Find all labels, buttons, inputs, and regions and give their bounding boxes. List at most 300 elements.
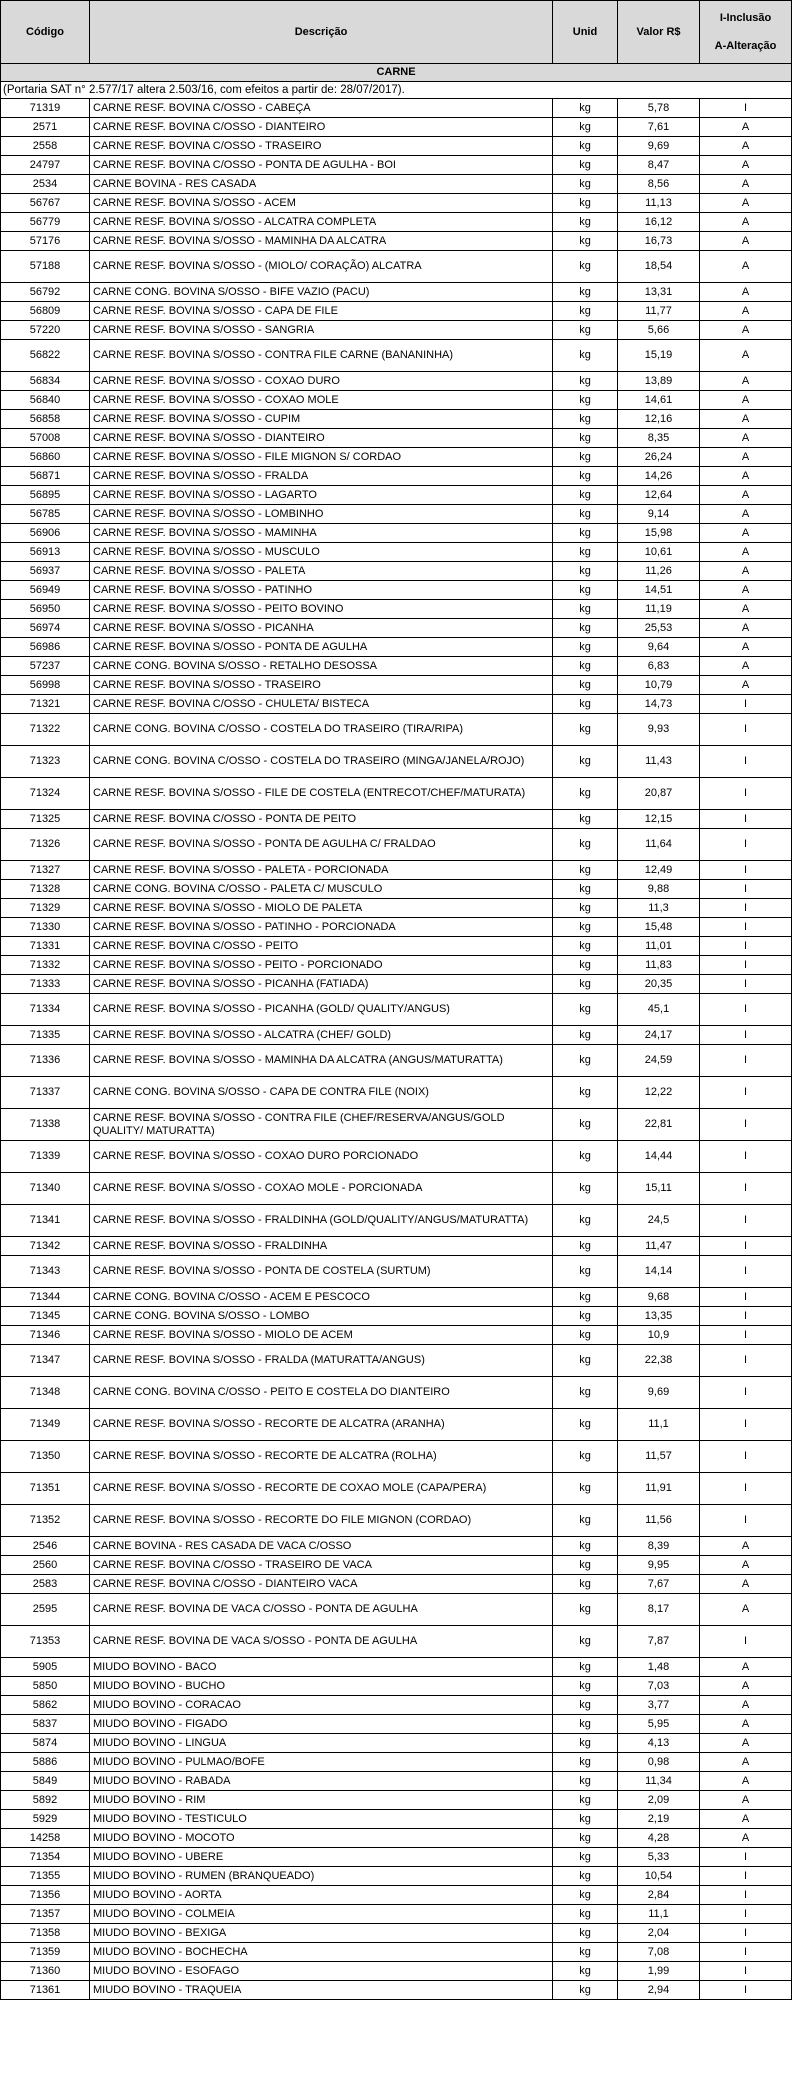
cell-unid: kg: [553, 1753, 618, 1772]
header-descricao: Descrição: [90, 1, 553, 64]
table-body: [1, 64, 792, 2000]
cell-unid: kg: [553, 1141, 618, 1173]
cell-codigo: 71341: [1, 1205, 90, 1237]
cell-valor: 7,87: [618, 1626, 700, 1658]
cell-unid: kg: [553, 918, 618, 937]
cell-codigo: 14258: [1, 1829, 90, 1848]
cell-valor: 9,69: [618, 1377, 700, 1409]
cell-valor: 9,93: [618, 714, 700, 746]
cell-valor: 45,1: [618, 994, 700, 1026]
cell-tipo: A: [700, 213, 792, 232]
cell-tipo: A: [700, 372, 792, 391]
cell-descricao: CARNE CONG. BOVINA C/OSSO - PEITO E COSTELA DO DIANTEIRO: [90, 1377, 553, 1409]
cell-descricao: CARNE RESF. BOVINA S/OSSO - MUSCULO: [90, 543, 553, 562]
cell-descricao: CARNE RESF. BOVINA S/OSSO - PONTA DE AGULHA: [90, 638, 553, 657]
cell-tipo: I: [700, 1409, 792, 1441]
cell-codigo: 71359: [1, 1943, 90, 1962]
cell-tipo: I: [700, 695, 792, 714]
cell-descricao: CARNE RESF. BOVINA S/OSSO - PONTA DE COSTELA (SURTUM): [90, 1256, 553, 1288]
cell-valor: 7,08: [618, 1943, 700, 1962]
cell-valor: 4,28: [618, 1829, 700, 1848]
table-row: [1, 391, 792, 410]
cell-tipo: A: [700, 302, 792, 321]
cell-valor: 12,15: [618, 810, 700, 829]
cell-codigo: 71334: [1, 994, 90, 1026]
cell-descricao: CARNE RESF. BOVINA C/OSSO - TRASEIRO DE VACA: [90, 1556, 553, 1575]
cell-codigo: 5929: [1, 1810, 90, 1829]
cell-tipo: I: [700, 1045, 792, 1077]
cell-tipo: I: [700, 1848, 792, 1867]
cell-unid: kg: [553, 505, 618, 524]
cell-descricao: CARNE RESF. BOVINA S/OSSO - ALCATRA (CHEF/ GOLD): [90, 1026, 553, 1045]
cell-codigo: 71340: [1, 1173, 90, 1205]
table-row: [1, 175, 792, 194]
note-row: [1, 82, 792, 99]
cell-codigo: 57220: [1, 321, 90, 340]
cell-valor: 9,95: [618, 1556, 700, 1575]
cell-descricao: CARNE RESF. BOVINA S/OSSO - MAMINHA DA ALCATRA: [90, 232, 553, 251]
cell-descricao: CARNE RESF. BOVINA S/OSSO - FILE DE COSTELA (ENTRECOT/CHEF/MATURATA): [90, 778, 553, 810]
cell-descricao: CARNE CONG. BOVINA S/OSSO - BIFE VAZIO (PACU): [90, 283, 553, 302]
cell-valor: 12,16: [618, 410, 700, 429]
cell-unid: kg: [553, 937, 618, 956]
table-row: [1, 600, 792, 619]
cell-descricao: CARNE RESF. BOVINA S/OSSO - PATINHO - PORCIONADA: [90, 918, 553, 937]
cell-descricao: CARNE RESF. BOVINA S/OSSO - PICANHA: [90, 619, 553, 638]
cell-descricao: MIUDO BOVINO - AORTA: [90, 1886, 553, 1905]
cell-tipo: I: [700, 714, 792, 746]
table-row: [1, 1753, 792, 1772]
cell-tipo: A: [700, 429, 792, 448]
cell-tipo: I: [700, 937, 792, 956]
cell-tipo: A: [700, 1791, 792, 1810]
cell-descricao: CARNE RESF. BOVINA S/OSSO - CONTRA FILE CARNE (BANANINHA): [90, 340, 553, 372]
cell-unid: kg: [553, 714, 618, 746]
table-row: [1, 156, 792, 175]
table-row: [1, 619, 792, 638]
cell-unid: kg: [553, 1505, 618, 1537]
cell-unid: kg: [553, 1905, 618, 1924]
cell-codigo: 56767: [1, 194, 90, 213]
cell-unid: kg: [553, 1307, 618, 1326]
table-row: [1, 1962, 792, 1981]
cell-unid: kg: [553, 899, 618, 918]
cell-unid: kg: [553, 1077, 618, 1109]
header-tipo: [700, 1, 792, 64]
cell-tipo: A: [700, 156, 792, 175]
table-row: [1, 937, 792, 956]
table-row: [1, 1205, 792, 1237]
cell-descricao: CARNE RESF. BOVINA S/OSSO - COXAO MOLE - PORCIONADA: [90, 1173, 553, 1205]
cell-codigo: 71346: [1, 1326, 90, 1345]
cell-valor: 8,17: [618, 1594, 700, 1626]
cell-valor: 10,61: [618, 543, 700, 562]
cell-unid: kg: [553, 1288, 618, 1307]
cell-codigo: 2583: [1, 1575, 90, 1594]
table-row: [1, 1288, 792, 1307]
cell-unid: kg: [553, 213, 618, 232]
cell-tipo: A: [700, 1658, 792, 1677]
cell-codigo: 71343: [1, 1256, 90, 1288]
cell-descricao: CARNE RESF. BOVINA C/OSSO - DIANTEIRO VACA: [90, 1575, 553, 1594]
cell-valor: 13,35: [618, 1307, 700, 1326]
cell-codigo: 5862: [1, 1696, 90, 1715]
cell-tipo: A: [700, 321, 792, 340]
cell-codigo: 56834: [1, 372, 90, 391]
table-row: [1, 1256, 792, 1288]
cell-tipo: A: [700, 1829, 792, 1848]
cell-valor: 14,51: [618, 581, 700, 600]
cell-valor: 24,17: [618, 1026, 700, 1045]
cell-valor: 24,5: [618, 1205, 700, 1237]
cell-codigo: 56871: [1, 467, 90, 486]
cell-tipo: I: [700, 1109, 792, 1141]
cell-descricao: CARNE RESF. BOVINA C/OSSO - TRASEIRO: [90, 137, 553, 156]
cell-descricao: MIUDO BOVINO - RUMEN (BRANQUEADO): [90, 1867, 553, 1886]
cell-codigo: 71345: [1, 1307, 90, 1326]
cell-descricao: CARNE RESF. BOVINA S/OSSO - PEITO - PORCIONADO: [90, 956, 553, 975]
cell-descricao: CARNE RESF. BOVINA S/OSSO - CAPA DE FILE: [90, 302, 553, 321]
cell-descricao: MIUDO BOVINO - RIM: [90, 1791, 553, 1810]
table-row: [1, 1943, 792, 1962]
cell-valor: 0,98: [618, 1753, 700, 1772]
cell-codigo: 5905: [1, 1658, 90, 1677]
table-row: [1, 1867, 792, 1886]
table-row: [1, 486, 792, 505]
cell-tipo: A: [700, 1575, 792, 1594]
cell-codigo: 71327: [1, 861, 90, 880]
cell-valor: 14,14: [618, 1256, 700, 1288]
cell-valor: 15,19: [618, 340, 700, 372]
table-row: [1, 657, 792, 676]
cell-descricao: CARNE RESF. BOVINA S/OSSO - RECORTE DE ALCATRA (ROLHA): [90, 1441, 553, 1473]
cell-valor: 10,79: [618, 676, 700, 695]
cell-valor: 15,48: [618, 918, 700, 937]
cell-codigo: 56998: [1, 676, 90, 695]
cell-codigo: 71352: [1, 1505, 90, 1537]
cell-tipo: A: [700, 251, 792, 283]
cell-codigo: 56937: [1, 562, 90, 581]
cell-unid: kg: [553, 1045, 618, 1077]
cell-unid: kg: [553, 1594, 618, 1626]
cell-unid: kg: [553, 657, 618, 676]
cell-unid: kg: [553, 600, 618, 619]
cell-codigo: 57008: [1, 429, 90, 448]
cell-unid: kg: [553, 880, 618, 899]
cell-tipo: A: [700, 175, 792, 194]
cell-codigo: 71324: [1, 778, 90, 810]
cell-descricao: CARNE RESF. BOVINA S/OSSO - PICANHA (FATIADA): [90, 975, 553, 994]
cell-descricao: CARNE RESF. BOVINA S/OSSO - PATINHO: [90, 581, 553, 600]
cell-valor: 9,68: [618, 1288, 700, 1307]
header-tipo-inclusao: I-Inclusão: [719, 12, 772, 24]
cell-descricao: CARNE RESF. BOVINA S/OSSO - COXAO DURO: [90, 372, 553, 391]
cell-codigo: 71356: [1, 1886, 90, 1905]
cell-codigo: 71337: [1, 1077, 90, 1109]
cell-unid: kg: [553, 1829, 618, 1848]
cell-unid: kg: [553, 251, 618, 283]
cell-descricao: CARNE RESF. BOVINA S/OSSO - RECORTE DE ALCATRA (ARANHA): [90, 1409, 553, 1441]
table-row: [1, 861, 792, 880]
cell-tipo: I: [700, 746, 792, 778]
cell-valor: 13,31: [618, 283, 700, 302]
table-row: [1, 1173, 792, 1205]
cell-unid: kg: [553, 524, 618, 543]
cell-codigo: 71357: [1, 1905, 90, 1924]
cell-codigo: 71321: [1, 695, 90, 714]
cell-unid: kg: [553, 1256, 618, 1288]
cell-tipo: I: [700, 778, 792, 810]
cell-unid: kg: [553, 994, 618, 1026]
cell-descricao: CARNE CONG. BOVINA C/OSSO - COSTELA DO TRASEIRO (MINGA/JANELA/ROJO): [90, 746, 553, 778]
table-row: [1, 1109, 792, 1141]
cell-valor: 5,95: [618, 1715, 700, 1734]
cell-descricao: CARNE RESF. BOVINA S/OSSO - ACEM: [90, 194, 553, 213]
header-valor: Valor R$: [618, 1, 700, 64]
cell-tipo: I: [700, 1867, 792, 1886]
cell-descricao: CARNE RESF. BOVINA S/OSSO - SANGRIA: [90, 321, 553, 340]
cell-descricao: CARNE RESF. BOVINA S/OSSO - COXAO DURO PORCIONADO: [90, 1141, 553, 1173]
table-row: [1, 1810, 792, 1829]
cell-tipo: A: [700, 118, 792, 137]
cell-tipo: A: [700, 581, 792, 600]
cell-codigo: 71348: [1, 1377, 90, 1409]
cell-descricao: CARNE CONG. BOVINA C/OSSO - PALETA C/ MUSCULO: [90, 880, 553, 899]
cell-descricao: CARNE RESF. BOVINA S/OSSO - MAMINHA DA ALCATRA (ANGUS/MATURATTA): [90, 1045, 553, 1077]
cell-tipo: I: [700, 1441, 792, 1473]
cell-valor: 2,84: [618, 1886, 700, 1905]
cell-unid: kg: [553, 283, 618, 302]
table-row: [1, 899, 792, 918]
table-row: [1, 1505, 792, 1537]
cell-descricao: CARNE RESF. BOVINA S/OSSO - CONTRA FILE (CHEF/RESERVA/ANGUS/GOLD QUALITY/ MATURATTA): [90, 1109, 553, 1141]
table-row: [1, 1905, 792, 1924]
cell-unid: kg: [553, 581, 618, 600]
cell-codigo: 71322: [1, 714, 90, 746]
cell-descricao: MIUDO BOVINO - BEXIGA: [90, 1924, 553, 1943]
cell-valor: 8,47: [618, 156, 700, 175]
table-row: [1, 283, 792, 302]
cell-valor: 15,11: [618, 1173, 700, 1205]
cell-valor: 11,43: [618, 746, 700, 778]
cell-tipo: I: [700, 1307, 792, 1326]
cell-unid: kg: [553, 372, 618, 391]
cell-tipo: A: [700, 1696, 792, 1715]
cell-tipo: A: [700, 1734, 792, 1753]
cell-tipo: A: [700, 232, 792, 251]
cell-descricao: CARNE RESF. BOVINA S/OSSO - CUPIM: [90, 410, 553, 429]
cell-codigo: 56792: [1, 283, 90, 302]
cell-descricao: CARNE RESF. BOVINA S/OSSO - DIANTEIRO: [90, 429, 553, 448]
cell-codigo: 71342: [1, 1237, 90, 1256]
table-row: [1, 810, 792, 829]
cell-unid: kg: [553, 1377, 618, 1409]
table-row: [1, 880, 792, 899]
cell-descricao: CARNE RESF. BOVINA S/OSSO - FRALDINHA: [90, 1237, 553, 1256]
cell-valor: 20,35: [618, 975, 700, 994]
cell-descricao: MIUDO BOVINO - PULMAO/BOFE: [90, 1753, 553, 1772]
cell-tipo: I: [700, 899, 792, 918]
cell-descricao: MIUDO BOVINO - BACO: [90, 1658, 553, 1677]
cell-unid: kg: [553, 1848, 618, 1867]
cell-unid: kg: [553, 1943, 618, 1962]
cell-unid: kg: [553, 1791, 618, 1810]
cell-unid: kg: [553, 956, 618, 975]
cell-unid: kg: [553, 118, 618, 137]
table-row: [1, 1924, 792, 1943]
cell-codigo: 56974: [1, 619, 90, 638]
table-row: [1, 467, 792, 486]
cell-unid: kg: [553, 695, 618, 714]
cell-descricao: CARNE RESF. BOVINA S/OSSO - MIOLO DE PALETA: [90, 899, 553, 918]
cell-unid: kg: [553, 1326, 618, 1345]
cell-codigo: 2595: [1, 1594, 90, 1626]
cell-unid: kg: [553, 429, 618, 448]
cell-codigo: 56913: [1, 543, 90, 562]
cell-descricao: CARNE RESF. BOVINA S/OSSO - FRALDINHA (GOLD/QUALITY/ANGUS/MATURATTA): [90, 1205, 553, 1237]
cell-unid: kg: [553, 1556, 618, 1575]
cell-unid: kg: [553, 638, 618, 657]
cell-tipo: I: [700, 1256, 792, 1288]
cell-unid: kg: [553, 467, 618, 486]
cell-tipo: I: [700, 829, 792, 861]
cell-unid: kg: [553, 391, 618, 410]
cell-unid: kg: [553, 975, 618, 994]
cell-tipo: I: [700, 99, 792, 118]
cell-unid: kg: [553, 676, 618, 695]
cell-valor: 12,64: [618, 486, 700, 505]
table-row: [1, 1886, 792, 1905]
cell-valor: 2,94: [618, 1981, 700, 2000]
cell-codigo: 56840: [1, 391, 90, 410]
cell-unid: kg: [553, 1981, 618, 2000]
cell-descricao: CARNE RESF. BOVINA S/OSSO - FRALDA: [90, 467, 553, 486]
cell-tipo: I: [700, 861, 792, 880]
cell-codigo: 71329: [1, 899, 90, 918]
cell-codigo: 56906: [1, 524, 90, 543]
cell-codigo: 71325: [1, 810, 90, 829]
cell-valor: 9,14: [618, 505, 700, 524]
cell-descricao: MIUDO BOVINO - COLMEIA: [90, 1905, 553, 1924]
cell-tipo: I: [700, 1026, 792, 1045]
table-row: [1, 562, 792, 581]
cell-tipo: A: [700, 340, 792, 372]
cell-unid: kg: [553, 486, 618, 505]
table-row: [1, 1045, 792, 1077]
cell-codigo: 71339: [1, 1141, 90, 1173]
cell-valor: 16,73: [618, 232, 700, 251]
cell-codigo: 71361: [1, 1981, 90, 2000]
cell-unid: kg: [553, 1626, 618, 1658]
cell-codigo: 71331: [1, 937, 90, 956]
cell-unid: kg: [553, 302, 618, 321]
cell-codigo: 5837: [1, 1715, 90, 1734]
cell-descricao: CARNE RESF. BOVINA S/OSSO - COXAO MOLE: [90, 391, 553, 410]
cell-unid: kg: [553, 448, 618, 467]
cell-unid: kg: [553, 619, 618, 638]
cell-unid: kg: [553, 137, 618, 156]
cell-descricao: MIUDO BOVINO - TRAQUEIA: [90, 1981, 553, 2000]
cell-tipo: A: [700, 448, 792, 467]
cell-descricao: CARNE RESF. BOVINA C/OSSO - PONTA DE AGULHA - BOI: [90, 156, 553, 175]
cell-valor: 3,77: [618, 1696, 700, 1715]
cell-unid: kg: [553, 1109, 618, 1141]
cell-unid: kg: [553, 1867, 618, 1886]
cell-tipo: A: [700, 524, 792, 543]
cell-valor: 11,91: [618, 1473, 700, 1505]
cell-tipo: A: [700, 391, 792, 410]
cell-codigo: 2571: [1, 118, 90, 137]
cell-codigo: 71350: [1, 1441, 90, 1473]
cell-codigo: 71353: [1, 1626, 90, 1658]
cell-codigo: 71347: [1, 1345, 90, 1377]
cell-tipo: I: [700, 1905, 792, 1924]
table-row: [1, 1237, 792, 1256]
cell-valor: 1,99: [618, 1962, 700, 1981]
cell-tipo: I: [700, 918, 792, 937]
cell-valor: 5,33: [618, 1848, 700, 1867]
cell-tipo: A: [700, 1810, 792, 1829]
table-row: [1, 1026, 792, 1045]
cell-codigo: 71351: [1, 1473, 90, 1505]
cell-valor: 24,59: [618, 1045, 700, 1077]
cell-valor: 10,9: [618, 1326, 700, 1345]
cell-valor: 14,26: [618, 467, 700, 486]
cell-valor: 14,44: [618, 1141, 700, 1173]
cell-codigo: 5874: [1, 1734, 90, 1753]
table-row: [1, 1626, 792, 1658]
cell-codigo: 71323: [1, 746, 90, 778]
table-row: [1, 372, 792, 391]
cell-codigo: 57188: [1, 251, 90, 283]
cell-descricao: MIUDO BOVINO - BOCHECHA: [90, 1943, 553, 1962]
cell-codigo: 56822: [1, 340, 90, 372]
cell-unid: kg: [553, 321, 618, 340]
cell-descricao: CARNE RESF. BOVINA S/OSSO - PALETA: [90, 562, 553, 581]
cell-tipo: A: [700, 1753, 792, 1772]
portaria-note: (Portaria SAT n° 2.577/17 altera 2.503/16, com efeitos a partir de: 28/07/2017).: [1, 82, 792, 99]
table-row: [1, 956, 792, 975]
cell-valor: 11,26: [618, 562, 700, 581]
cell-valor: 11,1: [618, 1905, 700, 1924]
cell-tipo: I: [700, 1505, 792, 1537]
cell-tipo: I: [700, 810, 792, 829]
table-row: [1, 543, 792, 562]
cell-tipo: A: [700, 1677, 792, 1696]
table-row: [1, 778, 792, 810]
cell-tipo: A: [700, 676, 792, 695]
cell-descricao: CARNE CONG. BOVINA S/OSSO - RETALHO DESOSSA: [90, 657, 553, 676]
cell-descricao: CARNE RESF. BOVINA DE VACA S/OSSO - PONTA DE AGULHA: [90, 1626, 553, 1658]
cell-codigo: 71326: [1, 829, 90, 861]
cell-tipo: A: [700, 638, 792, 657]
cell-valor: 8,56: [618, 175, 700, 194]
cell-unid: kg: [553, 99, 618, 118]
table-row: [1, 1575, 792, 1594]
table-row: [1, 1772, 792, 1791]
cell-descricao: MIUDO BOVINO - UBERE: [90, 1848, 553, 1867]
cell-descricao: CARNE RESF. BOVINA S/OSSO - PALETA - PORCIONADA: [90, 861, 553, 880]
cell-unid: kg: [553, 778, 618, 810]
table-row: [1, 321, 792, 340]
cell-codigo: 71333: [1, 975, 90, 994]
cell-descricao: CARNE BOVINA - RES CASADA DE VACA C/OSSO: [90, 1537, 553, 1556]
cell-tipo: A: [700, 505, 792, 524]
table-row: [1, 1556, 792, 1575]
cell-valor: 12,49: [618, 861, 700, 880]
cell-unid: kg: [553, 810, 618, 829]
table-row: [1, 1345, 792, 1377]
